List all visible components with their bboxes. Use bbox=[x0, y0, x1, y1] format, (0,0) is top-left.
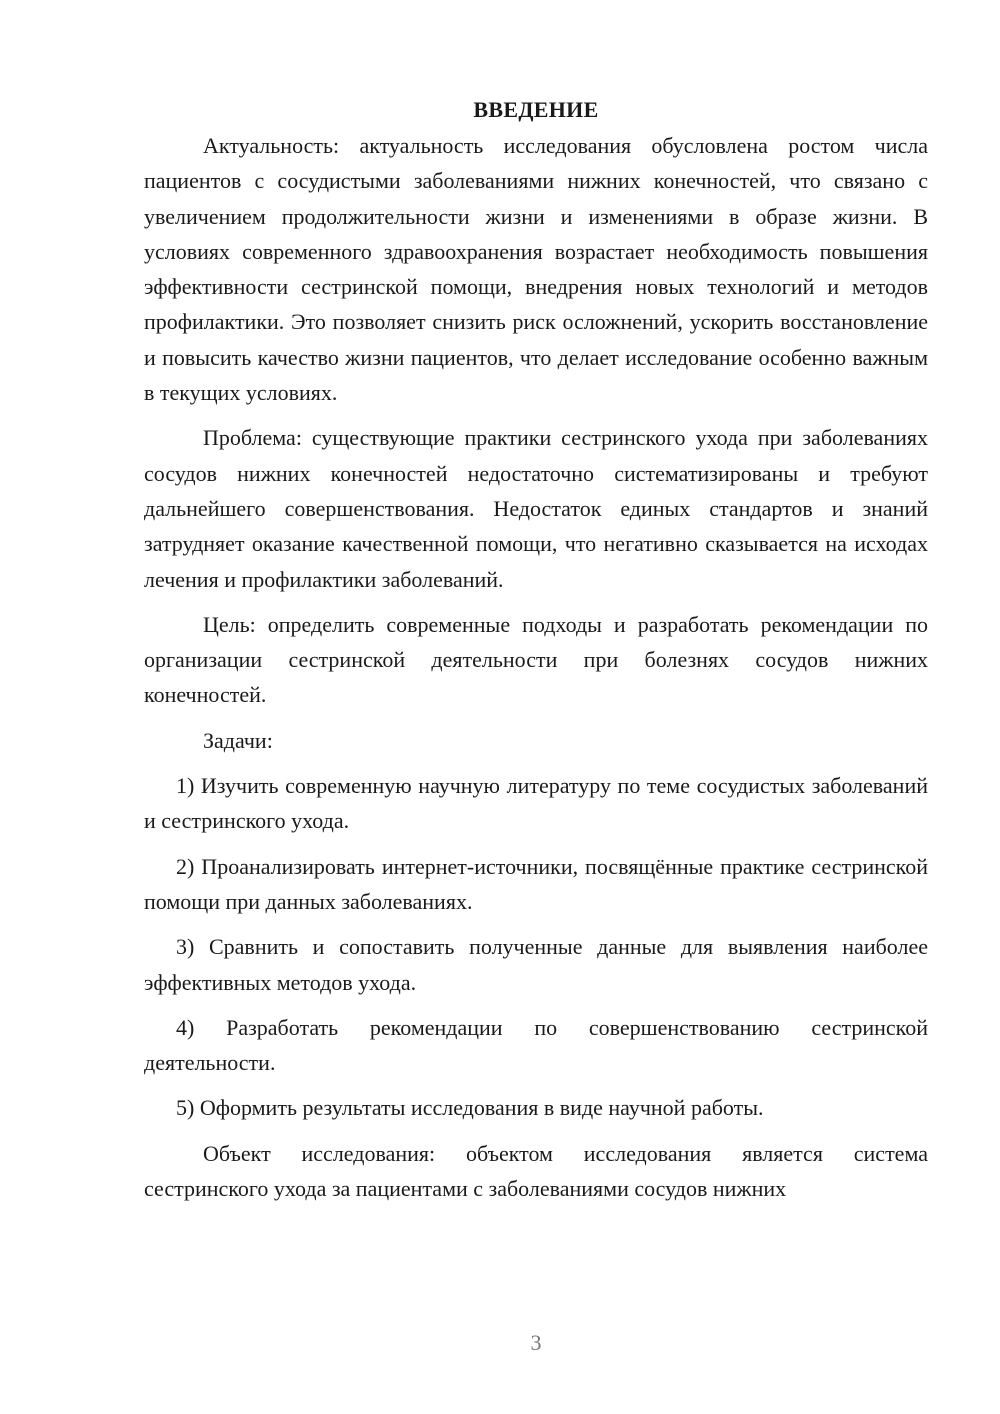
tasks-heading: Задачи: bbox=[203, 727, 273, 753]
task-item-2: 2) Проанализировать интернет-источники, посвящённые практике сестринской помощи при данных заболеваниях. bbox=[144, 853, 928, 914]
page-content bbox=[144, 92, 928, 1216]
problem-paragraph: Проблема: существующие практики сестринского ухода при заболеваниях сосудов нижних конечностей недостаточно систематизированы и требуют дальнейшего совершенствования. Недостаток единых стандартов и знаний затрудняет оказание качественной помощи, что негативно сказывается на исходах лечения и профилактики заболеваний. bbox=[144, 425, 928, 592]
page-number: 3 bbox=[530, 1330, 542, 1355]
task-item-1: 1) Изучить современную научную литературу по теме сосудистых заболеваний и сестринского ухода. bbox=[144, 773, 928, 834]
goal-paragraph: Цель: определить современные подходы и разработать рекомендации по организации сестринской деятельности при болезнях сосудов нижних конечностей. bbox=[144, 611, 928, 708]
section-title: ВВЕДЕНИЕ bbox=[473, 97, 599, 122]
task-item-5: 5) Оформить результаты исследования в виде научной работы. bbox=[176, 1095, 764, 1121]
task-item-3: 3) Сравнить и сопоставить полученные данные для выявления наиболее эффективных методов ухода. bbox=[144, 934, 928, 995]
task-item-4: 4) Разработать рекомендации по совершенствованию сестринской деятельности. bbox=[144, 1014, 928, 1076]
relevance-paragraph: Актуальность: актуальность исследования обусловлена ростом числа пациентов с сосудистыми заболеваниями нижних конечностей, что связано с увеличением продолжительности жизни и изменениями в образе жизни. В условиях современного здравоохранения возрастает необходимость повышения эффективности сестринской помощи, внедрения новых технологий и методов профилактики. Это позволяет снизить риск осложнений, ускорить восстановление и повысить качество жизни пациентов, что делает исследование особенно важным в текущих условиях. bbox=[144, 133, 928, 406]
object-paragraph: Объект исследования: объектом исследования является система сестринского ухода за пациентами с заболеваниями сосудов нижних bbox=[144, 1140, 928, 1202]
